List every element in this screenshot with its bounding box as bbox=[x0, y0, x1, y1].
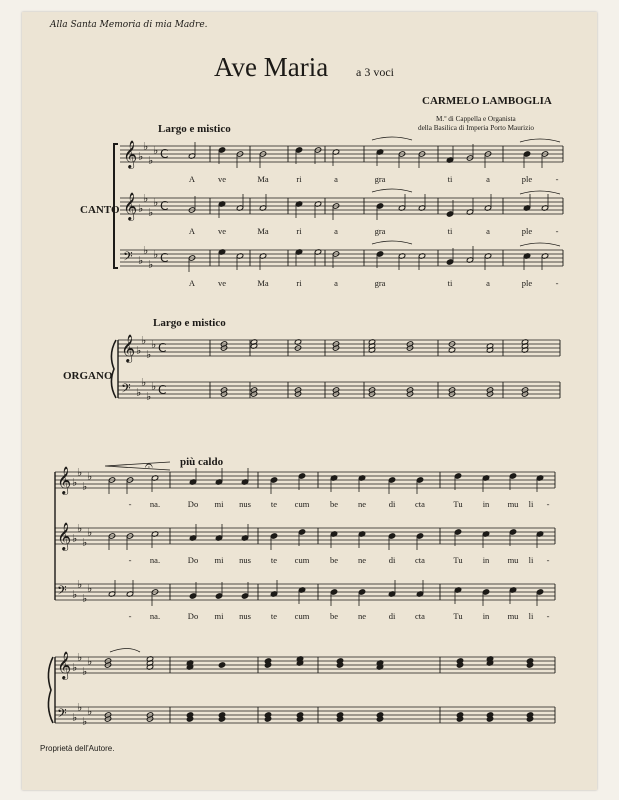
note-head bbox=[509, 529, 516, 535]
key-signature-flat: ♭ bbox=[77, 701, 83, 714]
lyric-syllable: a bbox=[334, 226, 338, 236]
lyric-syllable: Tu bbox=[453, 499, 463, 509]
lyric-syllable: Ma bbox=[257, 174, 269, 184]
key-signature-flat: ♭ bbox=[143, 244, 149, 257]
time-signature: C bbox=[158, 341, 167, 355]
bass-clef-icon: 𝄢 bbox=[57, 706, 67, 724]
lyric-syllable: mi bbox=[214, 499, 224, 509]
lyric-syllable: Do bbox=[187, 499, 199, 509]
note-head bbox=[376, 203, 383, 209]
time-signature: C bbox=[160, 147, 169, 161]
lyric-syllable: mu bbox=[507, 611, 519, 621]
lyric-line bbox=[0, 226, 619, 238]
part-label-canto: CANTO bbox=[80, 204, 120, 216]
key-signature-flat: ♭ bbox=[138, 202, 144, 215]
note-head bbox=[416, 533, 423, 539]
slur bbox=[110, 649, 140, 653]
key-signature-flat: ♭ bbox=[146, 348, 152, 361]
note-head bbox=[298, 473, 305, 479]
lyric-syllable: na. bbox=[149, 611, 161, 621]
lyric-syllable: in bbox=[482, 555, 490, 565]
lyric-syllable: - bbox=[555, 226, 559, 236]
lyric-syllable: be bbox=[329, 555, 339, 565]
lyric-syllable: Tu bbox=[453, 555, 463, 565]
key-signature-flat: ♭ bbox=[143, 140, 149, 153]
key-signature-flat: ♭ bbox=[136, 344, 142, 357]
lyric-syllable: ri bbox=[296, 174, 302, 184]
key-signature-flat: ♭ bbox=[148, 154, 154, 167]
key-signature-flat: ♭ bbox=[148, 258, 154, 271]
lyric-syllable: A bbox=[188, 174, 196, 184]
note-head bbox=[330, 589, 337, 595]
note-head bbox=[189, 593, 196, 599]
lyric-syllable: gra bbox=[374, 278, 386, 288]
key-signature-flat: ♭ bbox=[87, 705, 93, 718]
lyric-syllable: ti bbox=[447, 174, 453, 184]
key-signature-flat: ♭ bbox=[72, 532, 78, 545]
composer-role-1: M.º di Cappella e Organista bbox=[436, 115, 516, 123]
lyric-syllable: cum bbox=[294, 611, 310, 621]
lyric-syllable: in bbox=[482, 611, 490, 621]
key-signature-flat: ♭ bbox=[141, 334, 147, 347]
key-signature-flat: ♭ bbox=[87, 470, 93, 483]
lyric-syllable: ple bbox=[521, 226, 533, 236]
note-head bbox=[523, 151, 530, 157]
key-signature-flat: ♭ bbox=[72, 661, 78, 674]
key-signature-flat: ♭ bbox=[82, 592, 88, 605]
time-signature: C bbox=[160, 251, 169, 265]
key-signature-flat: ♭ bbox=[87, 655, 93, 668]
lyric-line bbox=[0, 555, 619, 567]
lyric-syllable: a bbox=[486, 278, 490, 288]
lyric-syllable: Tu bbox=[453, 611, 463, 621]
key-signature-flat: ♭ bbox=[82, 665, 88, 678]
lyric-syllable: di bbox=[388, 611, 396, 621]
lyric-syllable: - bbox=[555, 278, 559, 288]
lyric-syllable: mu bbox=[507, 499, 519, 509]
key-signature-flat: ♭ bbox=[141, 376, 147, 389]
treble-clef-icon: 𝄞 bbox=[57, 651, 72, 679]
note-head bbox=[218, 662, 225, 668]
lyric-syllable: na. bbox=[149, 499, 161, 509]
key-signature-flat: ♭ bbox=[143, 192, 149, 205]
treble-clef-icon: 𝄞 bbox=[123, 192, 138, 220]
lyric-syllable: li bbox=[528, 555, 534, 565]
lyric-syllable: ri bbox=[296, 278, 302, 288]
lyric-syllable: nus bbox=[239, 611, 251, 621]
lyric-syllable: a bbox=[486, 226, 490, 236]
dedication: Alla Santa Memoria di mia Madre. bbox=[50, 20, 208, 30]
lyric-syllable: a bbox=[486, 174, 490, 184]
note-head bbox=[218, 147, 225, 153]
note-head bbox=[358, 589, 365, 595]
lyric-syllable: A bbox=[188, 278, 196, 288]
note-head bbox=[446, 259, 453, 265]
time-signature: C bbox=[158, 383, 167, 397]
key-signature-flat: ♭ bbox=[146, 390, 152, 403]
lyric-syllable: mi bbox=[214, 555, 224, 565]
slur bbox=[372, 189, 412, 192]
time-signature: C bbox=[160, 199, 169, 213]
lyric-syllable: ne bbox=[357, 555, 367, 565]
lyric-syllable: ne bbox=[357, 611, 367, 621]
lyric-syllable: be bbox=[329, 611, 339, 621]
key-signature-flat: ♭ bbox=[72, 476, 78, 489]
lyric-syllable: - bbox=[546, 555, 550, 565]
lyric-syllable: gra bbox=[374, 174, 386, 184]
note-head bbox=[536, 589, 543, 595]
lyric-line bbox=[0, 174, 619, 186]
key-signature-flat: ♭ bbox=[72, 711, 78, 724]
note-head bbox=[454, 473, 461, 479]
key-signature-flat: ♭ bbox=[153, 196, 159, 209]
footer-note: Proprietà dell'Autore. bbox=[40, 744, 115, 753]
key-signature-flat: ♭ bbox=[82, 480, 88, 493]
bass-clef-icon: 𝄢 bbox=[57, 583, 67, 601]
lyric-syllable: mu bbox=[507, 555, 519, 565]
note-head bbox=[295, 147, 302, 153]
note-head bbox=[215, 593, 222, 599]
lyric-syllable: ri bbox=[296, 226, 302, 236]
tempo-organ: Largo e mistico bbox=[153, 317, 226, 329]
key-signature-flat: ♭ bbox=[151, 338, 157, 351]
key-signature-flat: ♭ bbox=[148, 206, 154, 219]
lyric-syllable: ple bbox=[521, 278, 533, 288]
lyric-syllable: gra bbox=[374, 226, 386, 236]
lyric-syllable: na. bbox=[149, 555, 161, 565]
slur bbox=[372, 137, 412, 140]
lyric-line bbox=[0, 278, 619, 290]
lyric-syllable: li bbox=[528, 499, 534, 509]
composer-role-2: della Basilica di Imperia Porto Maurizio bbox=[418, 124, 534, 132]
bass-clef-icon: 𝄢 bbox=[121, 381, 131, 399]
key-signature-flat: ♭ bbox=[77, 466, 83, 479]
lyric-syllable: ti bbox=[447, 226, 453, 236]
lyric-syllable: - bbox=[128, 611, 132, 621]
key-signature-flat: ♭ bbox=[87, 526, 93, 539]
crescendo-hairpin bbox=[105, 462, 170, 470]
note-head bbox=[482, 589, 489, 595]
note-head bbox=[270, 477, 277, 483]
lyric-syllable: Ma bbox=[257, 278, 269, 288]
key-signature-flat: ♭ bbox=[153, 248, 159, 261]
lyric-syllable: ne bbox=[357, 499, 367, 509]
slur bbox=[520, 191, 560, 194]
lyric-syllable: di bbox=[388, 499, 396, 509]
lyric-syllable: Do bbox=[187, 555, 199, 565]
lyric-syllable: a bbox=[334, 174, 338, 184]
subtitle: a 3 voci bbox=[356, 65, 394, 79]
key-signature-flat: ♭ bbox=[136, 386, 142, 399]
lyric-syllable: - bbox=[128, 555, 132, 565]
lyric-syllable: ve bbox=[217, 278, 227, 288]
slur bbox=[520, 139, 560, 142]
note-head bbox=[388, 533, 395, 539]
part-label-organo: ORGANO bbox=[63, 370, 113, 382]
page-title: Ave Maria bbox=[214, 52, 329, 82]
lyric-syllable: ve bbox=[217, 226, 227, 236]
treble-clef-icon: 𝄞 bbox=[123, 140, 138, 168]
lyric-syllable: cta bbox=[415, 499, 425, 509]
note-head bbox=[241, 593, 248, 599]
key-signature-flat: ♭ bbox=[151, 380, 157, 393]
key-signature-flat: ♭ bbox=[72, 588, 78, 601]
organ-brace bbox=[111, 340, 116, 398]
bass-clef-icon: 𝄢 bbox=[123, 249, 133, 267]
lyric-syllable: te bbox=[270, 611, 278, 621]
lyric-syllable: A bbox=[188, 226, 196, 236]
lyric-syllable: nus bbox=[239, 555, 251, 565]
key-signature-flat: ♭ bbox=[138, 150, 144, 163]
treble-clef-icon: 𝄞 bbox=[57, 522, 72, 550]
lyric-syllable: - bbox=[128, 499, 132, 509]
organ-brace bbox=[48, 657, 53, 723]
lyric-syllable: di bbox=[388, 555, 396, 565]
lyric-syllable: ti bbox=[447, 278, 453, 288]
lyric-syllable: nus bbox=[239, 499, 251, 509]
lyric-line bbox=[0, 499, 619, 511]
note-head bbox=[376, 251, 383, 257]
note-head bbox=[298, 529, 305, 535]
lyric-syllable: mi bbox=[214, 611, 224, 621]
lyric-syllable: Do bbox=[187, 611, 199, 621]
tempo-voices: Largo e mistico bbox=[158, 123, 231, 135]
note-head bbox=[416, 477, 423, 483]
key-signature-flat: ♭ bbox=[82, 715, 88, 728]
fermata-icon: 𝄐 bbox=[145, 458, 153, 474]
slur bbox=[520, 243, 560, 246]
lyric-syllable: a bbox=[334, 278, 338, 288]
key-signature-flat: ♭ bbox=[138, 254, 144, 267]
key-signature-flat: ♭ bbox=[153, 144, 159, 157]
lyric-syllable: li bbox=[528, 611, 534, 621]
lyric-syllable: in bbox=[482, 499, 490, 509]
note-head bbox=[509, 473, 516, 479]
note-head bbox=[454, 529, 461, 535]
lyric-syllable: te bbox=[270, 555, 278, 565]
tempo-system2: più caldo bbox=[180, 456, 224, 468]
lyric-syllable: cum bbox=[294, 499, 310, 509]
lyric-syllable: - bbox=[546, 499, 550, 509]
key-signature-flat: ♭ bbox=[77, 651, 83, 664]
lyric-syllable: te bbox=[270, 499, 278, 509]
lyric-syllable: - bbox=[555, 174, 559, 184]
note-head bbox=[446, 211, 453, 217]
lyric-syllable: be bbox=[329, 499, 339, 509]
key-signature-flat: ♭ bbox=[82, 536, 88, 549]
treble-clef-icon: 𝄞 bbox=[57, 466, 72, 494]
key-signature-flat: ♭ bbox=[77, 522, 83, 535]
treble-clef-icon: 𝄞 bbox=[121, 334, 136, 362]
note-head bbox=[270, 533, 277, 539]
note-head bbox=[388, 477, 395, 483]
lyric-line bbox=[0, 611, 619, 623]
key-signature-flat: ♭ bbox=[77, 578, 83, 591]
lyric-syllable: - bbox=[546, 611, 550, 621]
lyric-syllable: cta bbox=[415, 555, 425, 565]
composer-name: CARMELO LAMBOGLIA bbox=[422, 95, 552, 107]
lyric-syllable: ple bbox=[521, 174, 533, 184]
slur bbox=[372, 241, 412, 244]
lyric-syllable: cta bbox=[415, 611, 425, 621]
key-signature-flat: ♭ bbox=[87, 582, 93, 595]
lyric-syllable: cum bbox=[294, 555, 310, 565]
lyric-syllable: ve bbox=[217, 174, 227, 184]
lyric-syllable: Ma bbox=[257, 226, 269, 236]
